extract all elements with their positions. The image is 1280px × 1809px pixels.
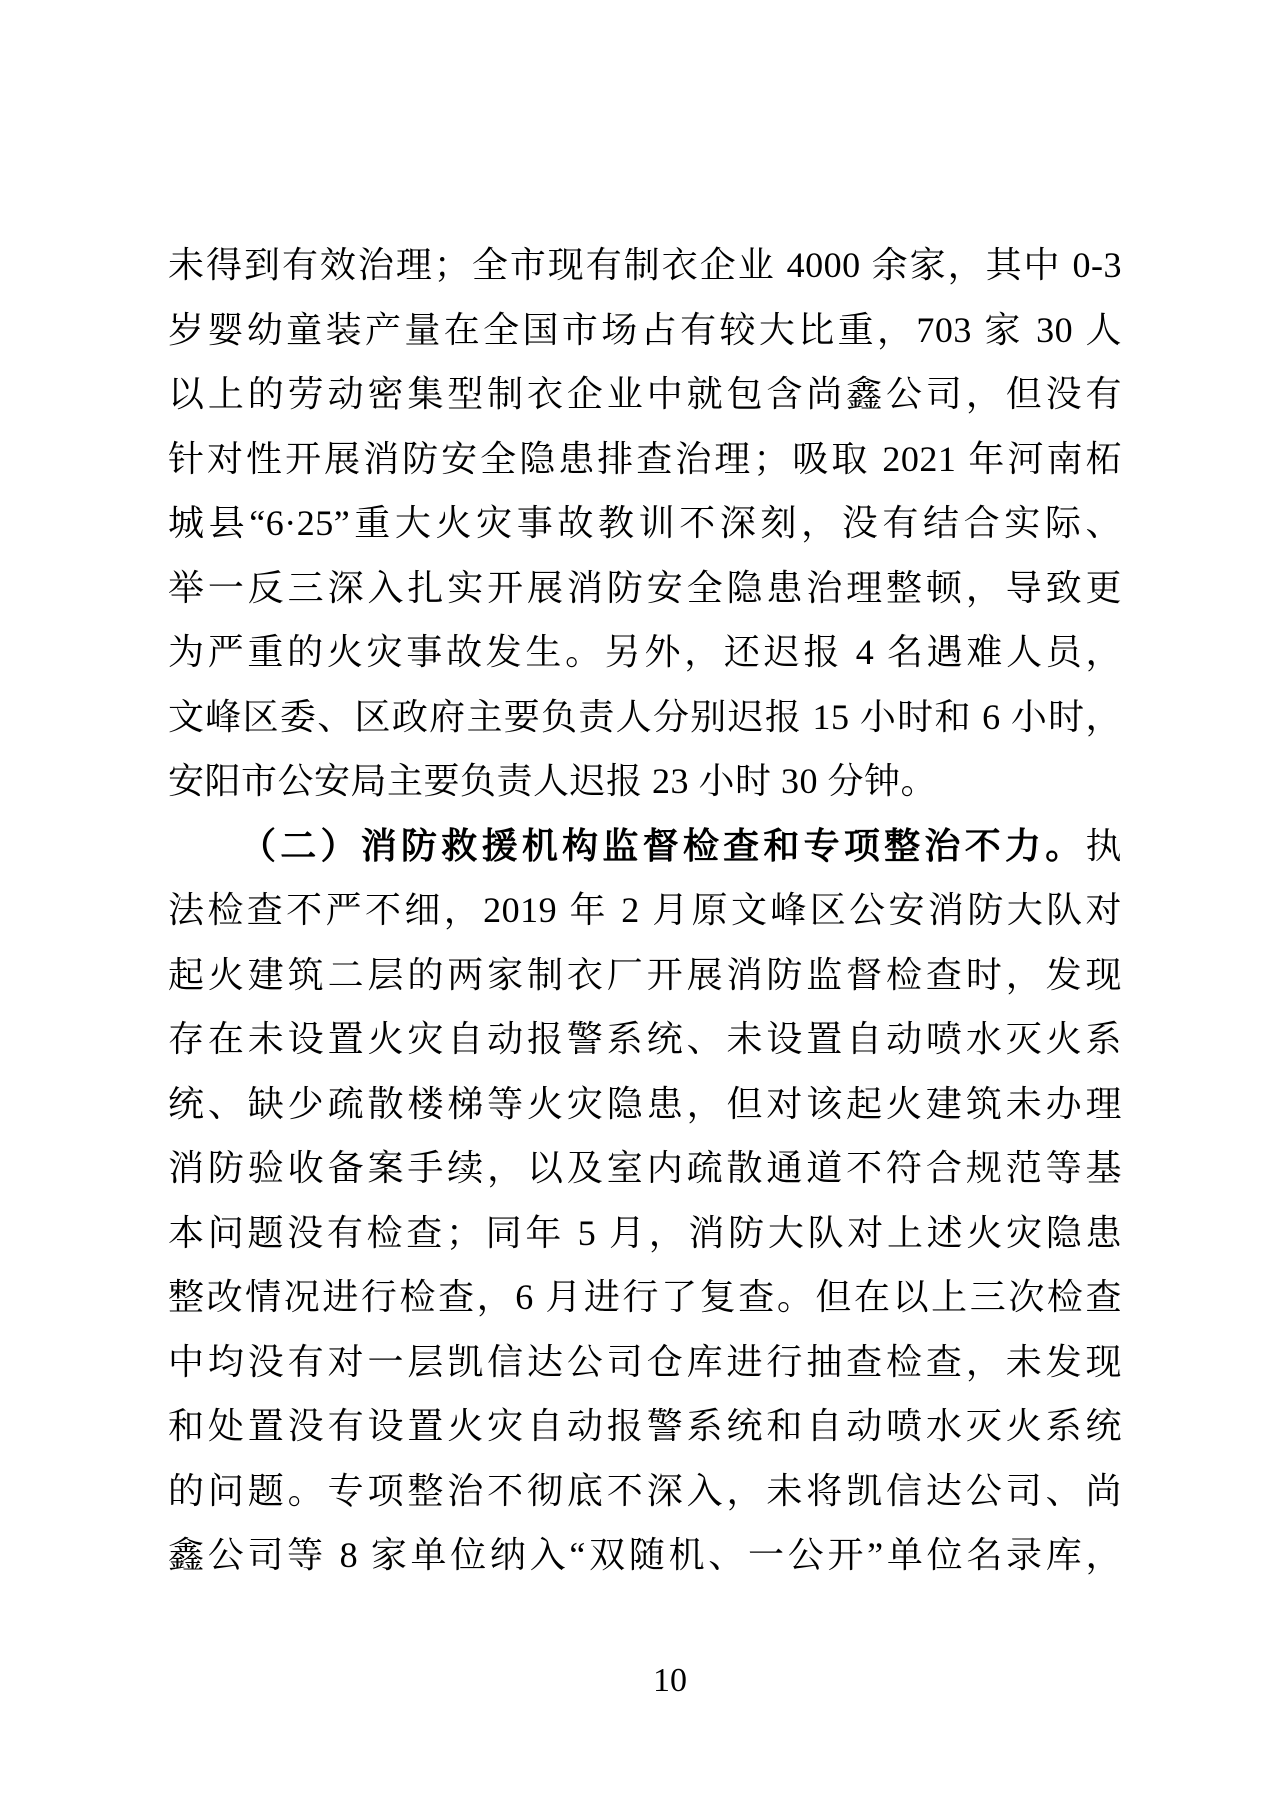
text-line: [168, 1523, 1122, 1588]
text-run: 以上的劳动密集型制衣企业中就包含尚鑫公司，但没有: [168, 374, 1122, 414]
text-line: [168, 427, 1122, 492]
text-line: [168, 298, 1122, 363]
text-run: 起火建筑二层的两家制衣厂开展消防监督检查时，发现: [168, 954, 1122, 995]
text-run: 鑫公司等 8 家单位纳入“双随机、一公开”单位名录库，: [168, 1535, 1122, 1575]
text-run: 文峰区委、区政府主要负责人分别迟报 15 小时和 6 小时，: [168, 696, 1122, 737]
text-line: [168, 620, 1122, 685]
text-run: 消防验收备案手续，以及室内疏散通道不符合规范等基: [168, 1148, 1122, 1188]
bold-text-run: （二）消防救援机构监督检查和专项整治不力。: [240, 825, 1086, 866]
text-run: 统、缺少疏散楼梯等火灾隐患，但对该起火建筑未办理: [168, 1083, 1122, 1124]
text-run: 法检查不严不细，2019 年 2 月原文峰区公安消防大队对: [168, 890, 1122, 930]
text-run: 城县“6·25”重大火灾事故教训不深刻，没有结合实际、: [168, 503, 1122, 543]
text-run: 执: [1085, 825, 1122, 866]
text-run: 整改情况进行检查，6 月进行了复查。但在以上三次检查: [168, 1277, 1122, 1317]
text-line: [168, 1072, 1122, 1137]
text-run: 未得到有效治理；全市现有制衣企业 4000 余家，其中 0-3: [168, 245, 1122, 285]
text-line: [168, 491, 1122, 556]
text-run: 岁婴幼童装产量在全国市场占有较大比重，703 家 30 人: [168, 309, 1122, 350]
text-line: [168, 1265, 1122, 1330]
text-line: [168, 749, 1122, 814]
document-body: [168, 233, 1122, 1588]
text-line: [168, 1394, 1122, 1459]
text-run: 的问题。专项整治不彻底不深入，未将凯信达公司、尚: [168, 1470, 1122, 1511]
page-number: 10: [653, 1662, 687, 1699]
text-line: [168, 814, 1122, 879]
text-run: 中均没有对一层凯信达公司仓库进行抽查检查，未发现: [168, 1341, 1122, 1382]
text-line: [168, 685, 1122, 750]
text-line: [168, 878, 1122, 943]
text-run: 存在未设置火灾自动报警系统、未设置自动喷水灭火系: [168, 1019, 1122, 1059]
text-line: [168, 1007, 1122, 1072]
text-line: [168, 1330, 1122, 1395]
text-run: 本问题没有检查；同年 5 月，消防大队对上述火灾隐患: [168, 1212, 1122, 1253]
text-run: 安阳市公安局主要负责人迟报 23 小时 30 分钟。: [168, 761, 938, 801]
text-run: 针对性开展消防安全隐患排查治理；吸取 2021 年河南柘: [168, 438, 1122, 479]
text-line: [168, 1136, 1122, 1201]
text-run: 为严重的火灾事故发生。另外，还迟报 4 名遇难人员，: [168, 632, 1122, 672]
text-line: [168, 362, 1122, 427]
text-line: [168, 1459, 1122, 1524]
text-line: [168, 943, 1122, 1008]
text-run: 和处置没有设置火灾自动报警系统和自动喷水灭火系统: [168, 1406, 1122, 1446]
text-line: [168, 556, 1122, 621]
text-run: 举一反三深入扎实开展消防安全隐患治理整顿，导致更: [168, 567, 1122, 608]
text-line: [168, 233, 1122, 298]
text-line: [168, 1201, 1122, 1266]
